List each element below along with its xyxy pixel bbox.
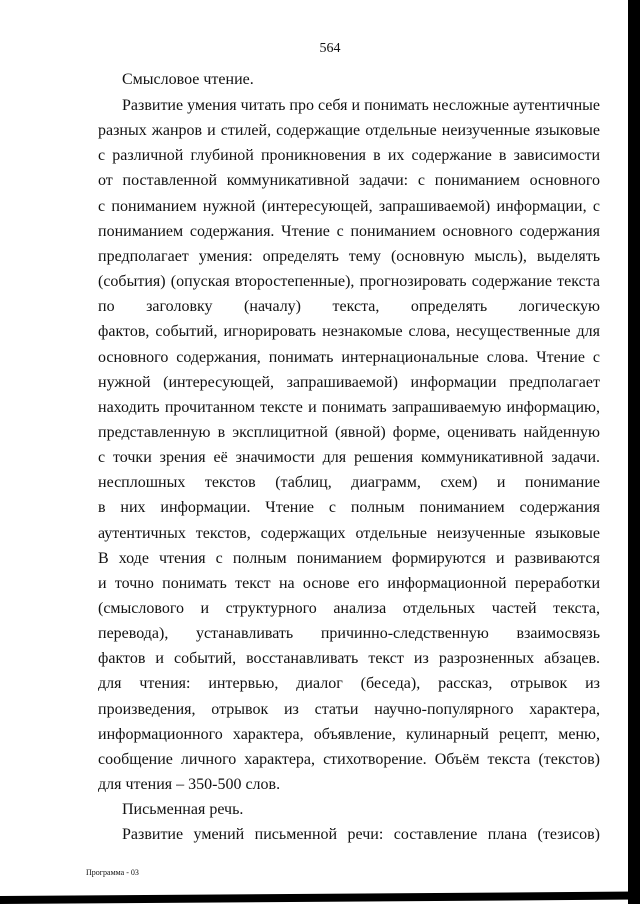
- paragraph-line: перевода), устанавливать причинно-следственную взаимосвязь: [98, 625, 600, 643]
- paragraph-line: произведения, отрывок из статьи научно-популярного характера,: [98, 700, 600, 718]
- paragraph-line: основного содержания, понимать интернациональные слова. Чтение с: [98, 348, 600, 366]
- paragraph-line: в них информации. Чтение с полным пониманием содержания: [98, 499, 600, 517]
- paragraph-line: и точно понимать текст на основе его информационной переработки: [98, 574, 600, 592]
- paragraph-line: с точки зрения её значимости для решения коммуникативной задачи.: [98, 449, 600, 467]
- paragraph-line: предполагает умения: определять тему (основную мысль), выделять: [98, 247, 600, 265]
- paragraph-line: с пониманием нужной (интересующей, запрашиваемой) информации, с: [98, 197, 600, 215]
- paragraph-line: (смыслового и структурного анализа отдельных частей текста,: [98, 600, 600, 617]
- paragraph-line: пониманием содержания. Чтение с пониманием основного содержания: [98, 222, 600, 240]
- paragraph-line: представленную в эксплицитной (явной) форме, оценивать найденную: [98, 423, 600, 441]
- paragraph-line: В ходе чтения с полным пониманием формируются и развиваются: [98, 549, 600, 567]
- scan-edge-bottom: [0, 892, 640, 904]
- paragraph-line: от поставленной коммуникативной задачи: с пониманием основного: [98, 172, 600, 190]
- paragraph-line: с различной глубиной проникновения в их содержание в зависимости: [98, 147, 600, 165]
- writing-paragraph-line: Развитие умений письменной речи: составление плана (тезисов): [122, 826, 600, 843]
- paragraph-line: для чтения: интервью, диалог (беседа), рассказ, отрывок из: [98, 675, 600, 693]
- paragraph-line: фактов, событий, игнорировать незнакомые слова, несущественные для: [98, 323, 600, 341]
- paragraph-line: нужной (интересующей, запрашиваемой) информации предполагает: [98, 373, 600, 391]
- paragraph-line: для чтения – 350-500 слов.: [98, 776, 281, 794]
- paragraph-line: по заголовку (началу) текста, определять логическую: [98, 298, 600, 316]
- paragraph-line: находить прочитанном тексте и понимать запрашиваемую информацию,: [98, 398, 600, 416]
- section-heading-reading: Смысловое чтение.: [122, 71, 254, 88]
- section-heading-writing: Письменная речь.: [122, 801, 244, 818]
- page-number: 564: [319, 41, 341, 56]
- paragraph-line: несплошных текстов (таблиц, диаграмм, схем) и понимание: [98, 474, 600, 492]
- paragraph-line: аутентичных текстов, содержащих отдельные неизученные языковые: [98, 524, 600, 542]
- paragraph-line: информационного характера, объявление, кулинарный рецепт, меню,: [98, 725, 600, 743]
- paragraph-line: разных жанров и стилей, содержащие отдельные неизученные языковые: [98, 122, 600, 140]
- paragraph-line: (события) (опуская второстепенные), прогнозировать содержание текста: [98, 273, 600, 291]
- paragraph-line: Развитие умения читать про себя и понимать несложные аутентичные: [122, 97, 600, 114]
- paragraph-line: фактов и событий, восстанавливать текст из разрозненных абзацев.: [98, 650, 600, 668]
- scan-edge-right: [628, 0, 640, 904]
- paragraph-line: сообщение личного характера, стихотворение. Объём текста (текстов): [98, 750, 600, 768]
- footer-label: Программа - 03: [86, 868, 139, 877]
